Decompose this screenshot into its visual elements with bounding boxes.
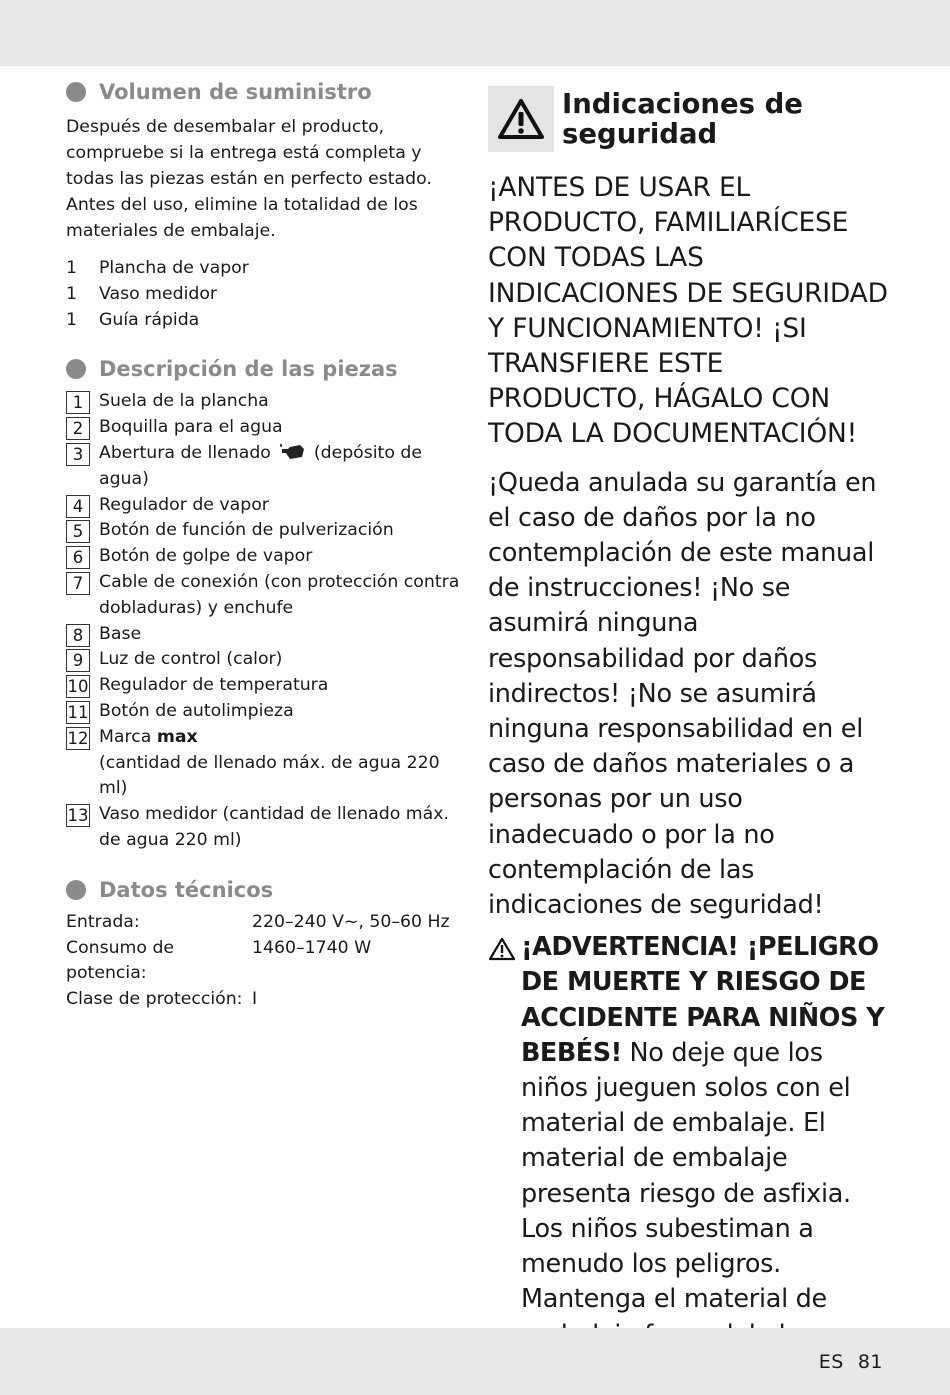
part-item: 1 Suela de la plancha (66, 389, 461, 415)
supply-paragraph: Después de desembalar el producto, compruebe si la entrega está completa y todas las piezas están en perfecto estado. Antes del uso, elimine la totalidad de los materiales de embalaje. (66, 117, 432, 241)
warning-triangle-icon (488, 937, 516, 961)
left-column (66, 80, 461, 1013)
parts-list (66, 389, 461, 853)
part-item: 5 Botón de función de pulverización (66, 518, 461, 544)
circle-bullet-icon (66, 880, 86, 900)
part-item: 3 Abertura de llenado (depósito de agua) (66, 441, 461, 493)
part-item: 10 Regulador de temperatura (67, 675, 329, 697)
part-item: 2 Boquilla para el agua (66, 415, 461, 441)
table-row: Consumo de potencia: 1460–1740 W (66, 937, 372, 984)
circle-bullet-icon (66, 82, 86, 102)
part-item: 12 Marca max (cantidad de llenado máx. de agua 220 ml) (67, 726, 440, 799)
supply-list (66, 256, 461, 333)
part-item: 8 Base (66, 622, 461, 648)
technical-table (66, 910, 461, 1013)
header-band (0, 0, 950, 66)
parts-heading: Descripción de las piezas (66, 357, 461, 381)
page-footer (819, 1351, 883, 1373)
circle-bullet-icon (66, 359, 86, 379)
footer-lang: ES (818, 1351, 844, 1373)
part-item: 13 Vaso medidor (cantidad de llenado máx. de agua 220 ml) (67, 804, 449, 850)
supply-heading: Volumen de suministro (66, 80, 461, 104)
warranty-text: ¡Queda anulada su garantía en el caso de daños por la no contemplación de este manual de instrucciones! ¡No se asumirá ninguna responsabilidad por daños indirectos! ¡No se asumirá ninguna responsabilidad en el caso de daños materiales o a personas por un uso inadecuado o por la no contemplación de las indicaciones de seguridad! (488, 467, 877, 921)
part-item: 11 Botón de autolimpieza (67, 700, 294, 722)
part-item: 6 Botón de golpe de vapor (66, 544, 461, 570)
warning-strong: ¡ADVERTENCIA! ¡PELIGRO DE MUERTE Y RIESGO DE ACCIDENTE PARA NIÑOS Y BEBÉS! (521, 932, 885, 1068)
technical-heading: Datos técnicos (66, 878, 461, 902)
warning-text: No deje que los niños jueguen solos con el material de embalaje. El material de embalaje presenta riesgo de asfixia. Los niños subestiman a menudo los peligros. Mantenga el material de (521, 1037, 851, 1315)
footer-band (0, 1328, 950, 1395)
part-item: 9 Luz de control (calor) (66, 647, 461, 673)
table-row: Clase de protección: I (66, 989, 258, 1010)
part-item: 7 Cable de conexión (con protección contra dobladuras) y enchufe (66, 570, 461, 622)
list-item: 1 Plancha de vapor (66, 258, 249, 278)
right-column (488, 86, 888, 1388)
page-number: 81 (857, 1351, 883, 1373)
list-item: 1 Guía rápida (66, 309, 200, 330)
list-item: 1 Vaso medidor (66, 283, 218, 304)
water-fill-icon (278, 441, 306, 461)
warning-triangle-icon (497, 98, 545, 140)
part-item: 4 Regulador de vapor (66, 493, 461, 519)
safety-caps-text: ¡ANTES DE USAR EL PRODUCTO, FAMILIARÍCESE CON TODAS LAS INDICACIONES DE SEGURIDAD Y FUNCIONAMIENTO! ¡SI TRANSFIERE ESTE PRODUCTO, HÁGALO CON TODA LA DOCUMENTACIÓN! (488, 172, 888, 450)
warning-box (488, 86, 554, 152)
safety-heading: Indicaciones de seguridad (488, 86, 888, 152)
warning-block (488, 930, 888, 1388)
table-row: Entrada: 220–240 V~, 50–60 Hz (66, 911, 450, 932)
